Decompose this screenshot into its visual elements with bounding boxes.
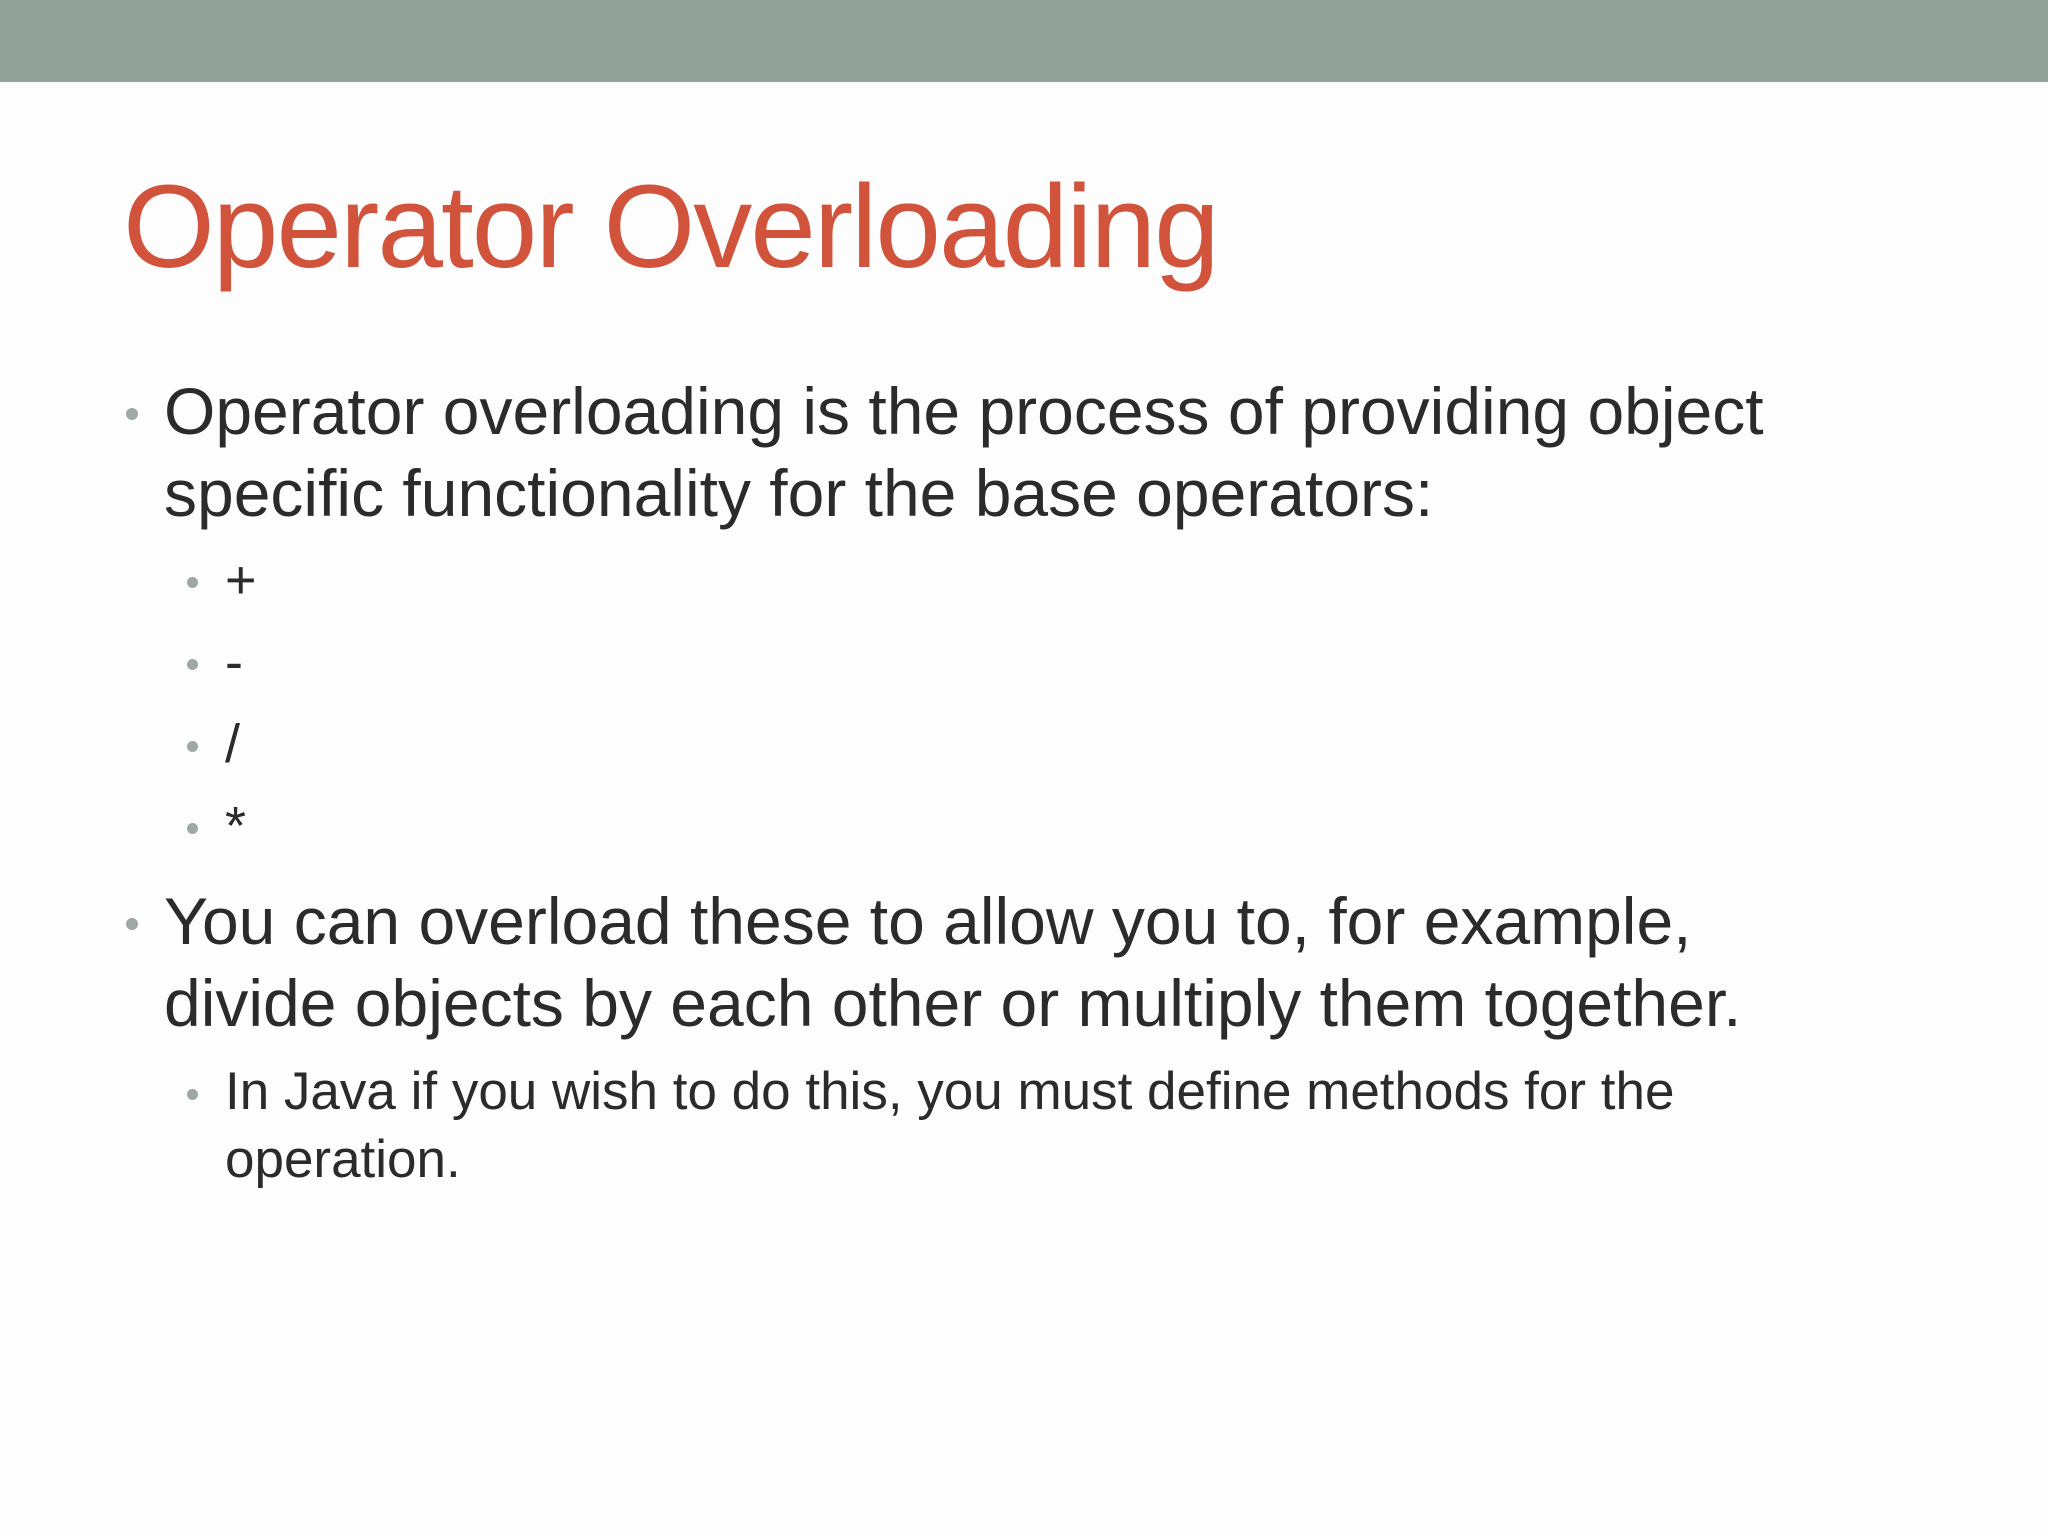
sub-bullet-dot-icon [187,741,198,752]
sub-bullet-java-note [225,1058,1825,1194]
sub-bullet-dot-icon [187,577,198,588]
sub-bullet-dot-icon [187,659,198,670]
sub-bullet-text: In Java if you wish to do this, you must define methods for the operation. [225,1062,1675,1189]
sub-bullet-divide [225,710,1825,778]
sub-bullet-text: + [225,550,257,610]
sub-bullet-multiply [225,792,1825,860]
bullet-dot-icon [126,918,138,930]
sub-bullet-dot-icon [187,1089,198,1100]
sub-bullet-text: * [225,796,247,856]
sub-bullet-text: / [225,714,241,774]
sub-bullet-plus [225,546,1825,614]
sub-bullet-minus [225,628,1825,696]
sub-bullet-dot-icon [187,823,198,834]
bullet-overload-example [164,880,1864,1044]
bullet-text: You can overload these to allow you to, for example, divide objects by each other or multiply them together. [164,884,1742,1040]
slide-title: Operator Overloading [123,161,1218,293]
bullet-dot-icon [126,408,138,420]
sub-bullet-text: - [225,632,243,692]
bullet-operator-overloading-definition [164,370,1864,534]
bullet-text: Operator overloading is the process of providing object specific functionality for the base operators: [164,374,1764,530]
